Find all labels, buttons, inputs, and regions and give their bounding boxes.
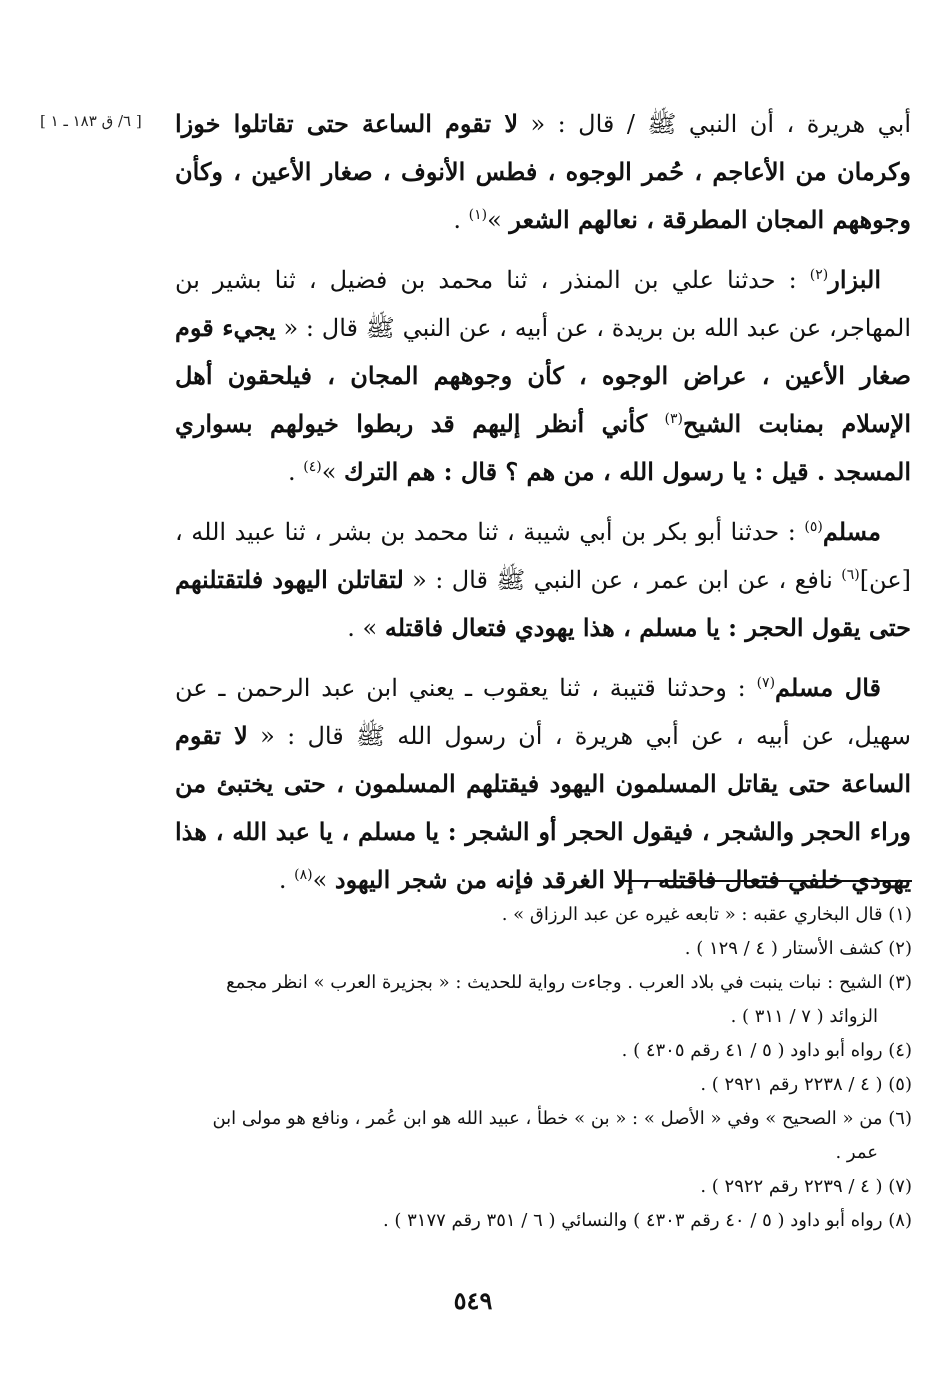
narration-text: . bbox=[453, 206, 469, 234]
footnote-marker: (٤) bbox=[303, 459, 322, 475]
narration-text: أبي هريرة ، أن النبي ﷺ / قال : « bbox=[518, 110, 911, 138]
hadith-text: مسلم bbox=[822, 517, 881, 546]
narration-text: نافع ، عن ابن عمر ، عن النبي ﷺ قال : « bbox=[403, 566, 842, 594]
hadith-text: يجيء قوم صغار الأعين ، عراض الوجوه ، كأن وجوههم المجان ، فيلحقون أهل الإسلام بمنابت الشيح bbox=[175, 313, 912, 438]
paragraph bbox=[175, 508, 911, 652]
narration-text: » bbox=[487, 206, 510, 234]
narration-text: : وحدثنا قتيبة ، ثنا يعقوب ـ يعني ابن عبد الرحمن ـ عن سهيل، عن أبيه ، عن أبي هريرة ، أن رسول الله ﷺ قال : « bbox=[175, 674, 912, 750]
hadith-text: لتقاتلن اليهود فلتقتلنهم حتى يقول الحجر : يا مسلم ، هذا يهودي فتعال فاقتله bbox=[175, 565, 911, 642]
narration-text: : حدثنا علي بن المنذر ، ثنا محمد بن فضيل ، ثنا بشير بن المهاجر، عن عبد الله بن بريدة ، عن أبيه ، عن النبي ﷺ قال : « bbox=[175, 266, 912, 342]
footnote-marker: (٣) bbox=[664, 411, 683, 427]
footnote: (٧) ( ٤ / ٢٢٣٩ رقم ٢٩٢٢ ) . bbox=[700, 1176, 912, 1197]
narration-text: . bbox=[288, 458, 304, 486]
footnote-marker: (١) bbox=[468, 207, 488, 223]
footnote: (٦) من « الصحيح » وفي « الأصل » : « بن » خطأ ، عبيد الله هو ابن عُمر ، ونافع هو مولى ابن عمر . bbox=[212, 1108, 912, 1163]
footnote-marker: (٦) bbox=[841, 567, 860, 583]
footnote: (٣) الشيح : نبات ينبت في بلاد العرب . وجاءت رواية للحديث : « بجزيرة العرب » انظر مجمع الزوائد ( ٧ / ٣١١ ) . bbox=[226, 972, 912, 1027]
narration-text: » bbox=[312, 866, 335, 894]
footnote-separator bbox=[620, 880, 912, 882]
hadith-text: قال مسلم bbox=[775, 673, 881, 702]
footnote: (٢) كشف الأستار ( ٤ / ١٢٩ ) . bbox=[684, 938, 912, 959]
hadith-text: كأني أنظر إليهم قد ربطوا خيولهم بسواري المسجد . قيل : يا رسول الله ، من هم ؟ قال : هم الترك bbox=[175, 409, 911, 486]
footnote-marker: (٧) bbox=[756, 675, 776, 691]
manuscript-folio-reference: [ ٦/ ق ١٨٣ ـ ١ ] bbox=[40, 112, 142, 130]
hadith-text: لا تقوم الساعة حتى تقاتلوا خوزا وكرمان من الأعاجم ، حُمر الوجوه ، فطس الأنوف ، صغار الأعين ، وكأن وجوههم المجان المطرقة ، نعالهم الشعر bbox=[175, 109, 911, 234]
paragraph bbox=[175, 664, 911, 904]
footnotes bbox=[180, 898, 912, 1238]
footnote: (٤) رواه أبو داود ( ٥ / ٤١ رقم ٤٣٠٥ ) . bbox=[621, 1040, 912, 1061]
main-text bbox=[175, 100, 911, 916]
narration-text: » . bbox=[347, 614, 385, 642]
paragraph bbox=[175, 256, 911, 496]
footnote-marker: (٨) bbox=[294, 867, 313, 883]
footnote-marker: (٢) bbox=[809, 267, 829, 283]
footnote: (٥) ( ٤ / ٢٢٣٨ رقم ٢٩٢١ ) . bbox=[700, 1074, 912, 1095]
hadith-text: البزار bbox=[828, 265, 881, 294]
narration-text: » bbox=[321, 458, 345, 486]
page-number: ٥٤٩ bbox=[453, 1286, 493, 1315]
footnote: (١) قال البخاري عقبه : « تابعه غيره عن عبد الرزاق » . bbox=[501, 904, 912, 925]
footnote: (٨) رواه أبو داود ( ٥ / ٤٠ رقم ٤٣٠٣ ) والنسائي ( ٦ / ٣٥١ رقم ٣١٧٧ ) . bbox=[382, 1210, 912, 1231]
footnote-marker: (٥) bbox=[804, 519, 823, 535]
paragraph bbox=[175, 100, 911, 244]
hadith-text: لا تقوم الساعة حتى يقاتل المسلمون اليهود فيقتلهم المسلمون ، حتى يختبئ من وراء الحجر والشجر ، فيقول الحجر أو الشجر : يا مسلم ، يا عبد الله ، هذا يهودي خلفي فتعال فاقتله ، إلا الغرقد فإنه من شجر اليهود bbox=[175, 721, 911, 894]
narration-text: . bbox=[278, 866, 295, 894]
narration-text: : حدثنا أبو بكر بن أبي شيبة ، ثنا محمد بن بشر ، ثنا عبيد الله ، [عن] bbox=[175, 518, 912, 594]
